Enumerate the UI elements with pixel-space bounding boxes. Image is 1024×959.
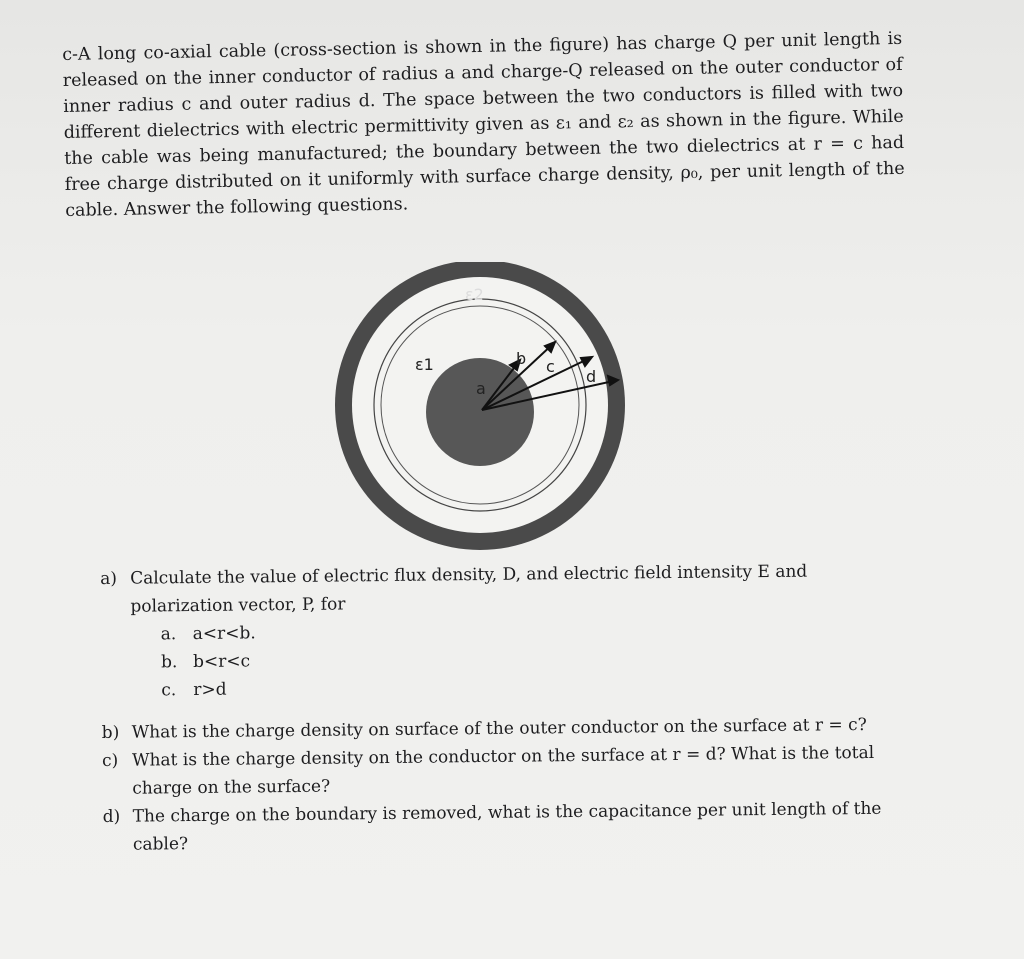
- questions-list: [100, 557, 883, 859]
- item-text: a<r<b.: [192, 623, 256, 645]
- label-c: c: [546, 357, 555, 376]
- item-letter: c.: [161, 680, 177, 701]
- item-text: b<r<c: [192, 651, 251, 673]
- question-d: [102, 795, 883, 859]
- problem-statement: [62, 26, 905, 224]
- label-eps1: ε1: [415, 355, 434, 374]
- question-a-letter: a): [100, 568, 118, 589]
- question-a: [100, 557, 881, 621]
- item-text: r>d: [193, 679, 227, 701]
- question-c-letter: c): [101, 750, 119, 771]
- question-c: [102, 739, 883, 803]
- inner-conductor: [426, 358, 534, 466]
- question-d-text: The charge on the boundary is removed, what is the capacitance per unit length of the cable?: [132, 798, 882, 855]
- label-eps2: ε2: [465, 285, 484, 304]
- coaxial-cable-figure: [330, 262, 630, 562]
- item-letter: b.: [160, 652, 178, 673]
- problem-text: c-A long co-axial cable (cross-section is shown in the figure) has charge Q per unit length is released on the inner conductor of radius a and charge-Q released on the outer conductor of inner radius c and outer radius d. The space between the two conductors is filled with two different dielectrics with electric permittivity given as ε₁ and ε₂ as shown in the figure. While the cable was being manufactured; the boundary between the two dielectrics at r = c had free charge distributed on it uniformly with surface charge density, ρ₀, per unit length of the cable. Answer the following questions.: [62, 28, 905, 221]
- question-b-letter: b): [101, 722, 120, 743]
- question-a-text: Calculate the value of electric flux density, D, and electric field intensity E and polarization vector, P, for: [130, 561, 808, 617]
- label-a: a: [476, 379, 486, 398]
- question-b-text: What is the charge density on surface of the outer conductor on the surface at r = c?: [131, 714, 867, 743]
- question-d-letter: d): [102, 806, 121, 827]
- label-b: b: [516, 349, 527, 368]
- label-d: d: [586, 367, 597, 386]
- item-letter: a.: [160, 624, 177, 645]
- cable-cross-section: [330, 262, 630, 562]
- question-c-text: What is the charge density on the conductor on the surface at r = d? What is the total charge on the surface?: [131, 742, 875, 799]
